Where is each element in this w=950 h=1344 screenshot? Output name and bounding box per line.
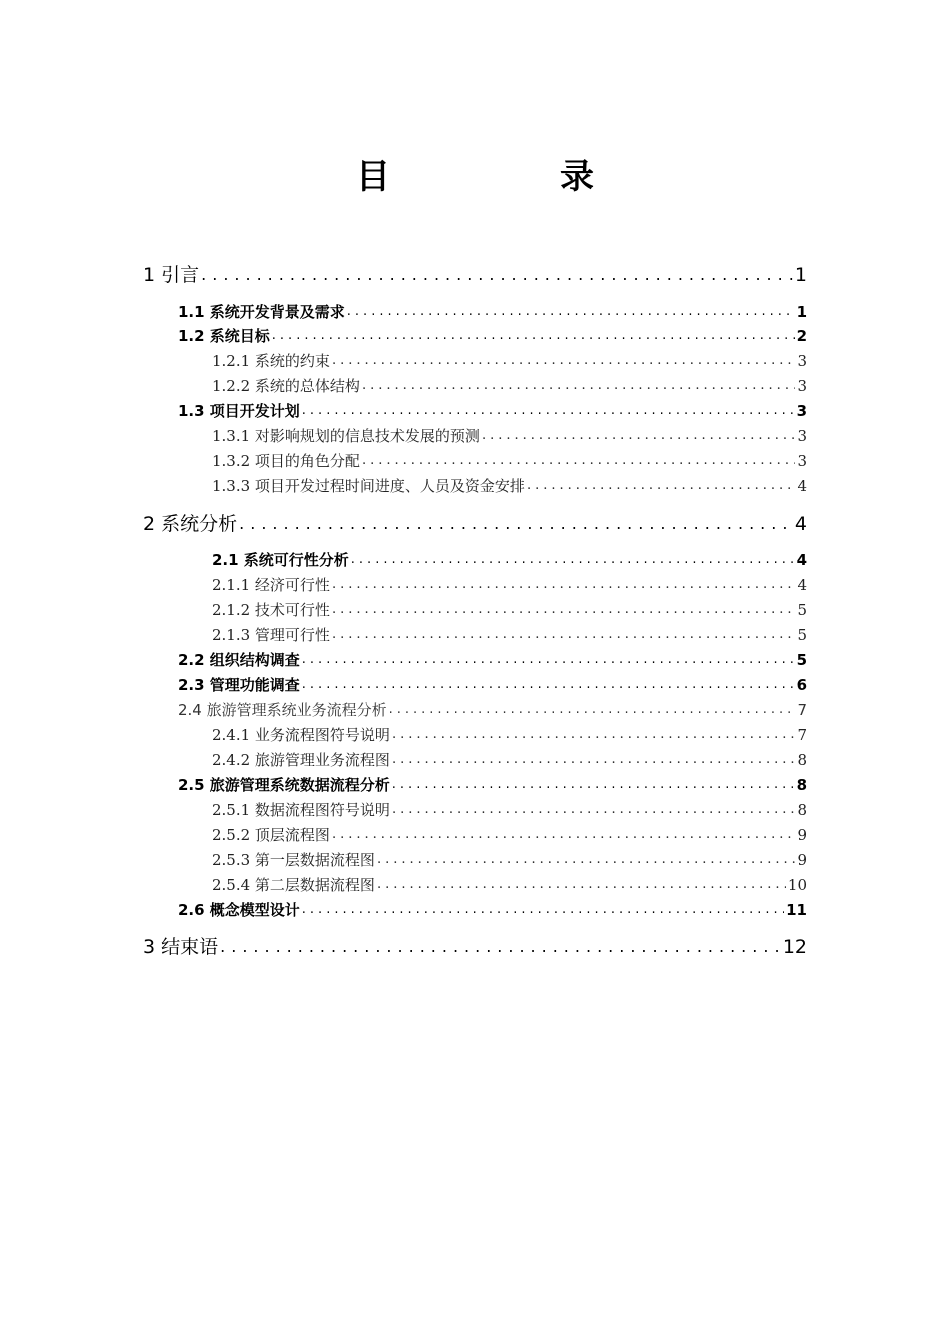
toc-entry-page: 3 <box>797 427 807 445</box>
dot-leader <box>389 699 796 721</box>
toc-entry-page: 4 <box>796 551 807 569</box>
dot-leader <box>302 899 784 921</box>
toc-entry-page: 3 <box>797 377 807 395</box>
toc-entry[interactable] <box>178 301 807 323</box>
toc-entry-label: 2 系统分析 <box>143 513 238 535</box>
toc-entry-label: 2.5.1 数据流程图符号说明 <box>212 801 390 819</box>
toc-entry-label: 1.2.2 系统的总体结构 <box>212 377 360 395</box>
toc-entry[interactable] <box>178 674 807 696</box>
toc-entry-page: 4 <box>797 576 807 594</box>
dot-leader <box>392 799 796 821</box>
toc-entry-label: 1 引言 <box>143 264 200 286</box>
toc-entry-page: 8 <box>797 751 807 769</box>
toc-entry-page: 4 <box>797 477 807 495</box>
toc-entry-label: 2.1.2 技术可行性 <box>212 601 330 619</box>
dot-leader <box>392 724 796 746</box>
toc-entry-page: 5 <box>797 601 807 619</box>
dot-leader <box>220 934 781 960</box>
dot-leader <box>302 400 795 422</box>
toc-entry-label: 2.1 系统可行性分析 <box>212 551 349 569</box>
dot-leader <box>362 450 796 472</box>
dot-leader <box>362 375 796 397</box>
toc-entry[interactable] <box>212 874 807 896</box>
toc-entry-page: 4 <box>794 513 807 535</box>
dot-leader <box>201 262 793 288</box>
toc-entry[interactable] <box>212 599 807 621</box>
dot-leader <box>332 350 796 372</box>
dot-leader <box>351 549 795 571</box>
dot-leader <box>302 649 795 671</box>
toc-entry-page: 9 <box>797 851 807 869</box>
toc-entry-page: 12 <box>782 936 807 958</box>
toc-entry[interactable] <box>212 425 807 447</box>
toc-entry-label: 1.3.1 对影响规划的信息技术发展的预测 <box>212 427 480 445</box>
toc-entry[interactable] <box>143 511 807 537</box>
toc-entry[interactable] <box>178 400 807 422</box>
toc-entry-page: 3 <box>797 352 807 370</box>
dot-leader <box>392 749 796 771</box>
toc-entry[interactable] <box>178 325 807 347</box>
dot-leader <box>272 325 795 347</box>
toc-entry-label: 1.3.3 项目开发过程时间进度、人员及资金安排 <box>212 477 525 495</box>
toc-entry-label: 2.4.2 旅游管理业务流程图 <box>212 751 390 769</box>
dot-leader <box>302 674 795 696</box>
toc-entry[interactable] <box>178 649 807 671</box>
toc-entry[interactable] <box>212 624 807 646</box>
dot-leader <box>239 511 793 537</box>
toc-entry[interactable] <box>212 375 807 397</box>
toc-entry-page: 8 <box>796 776 807 794</box>
toc-entry[interactable] <box>212 799 807 821</box>
toc-entry-label: 2.2 组织结构调查 <box>178 651 300 669</box>
dot-leader <box>482 425 796 447</box>
toc-entry-page: 8 <box>797 801 807 819</box>
toc-entry-label: 1.2.1 系统的约束 <box>212 352 330 370</box>
dot-leader <box>527 475 796 497</box>
toc-entry-page: 3 <box>797 452 807 470</box>
dot-leader <box>332 824 796 846</box>
toc-entry[interactable] <box>178 774 807 796</box>
toc-entry-label: 1.3.2 项目的角色分配 <box>212 452 360 470</box>
toc-entry-label: 2.5.4 第二层数据流程图 <box>212 876 375 894</box>
dot-leader <box>377 874 786 896</box>
toc-entry-label: 2.5 旅游管理系统数据流程分析 <box>178 776 390 794</box>
toc-entry-page: 10 <box>787 876 807 894</box>
toc-entry-label: 1.2 系统目标 <box>178 327 270 345</box>
toc-entry[interactable] <box>143 262 807 288</box>
dot-leader <box>392 774 795 796</box>
toc-entry[interactable] <box>143 934 807 960</box>
toc-title: 目 录 <box>356 157 662 197</box>
toc-entry-page: 9 <box>797 826 807 844</box>
toc-entry[interactable] <box>212 824 807 846</box>
dot-leader <box>347 301 795 323</box>
dot-leader <box>332 599 796 621</box>
dot-leader <box>332 624 796 646</box>
toc-entry-label: 3 结束语 <box>143 936 219 958</box>
toc-entry-page: 1 <box>796 303 807 321</box>
toc-entry-page: 5 <box>797 626 807 644</box>
dot-leader <box>332 574 796 596</box>
dot-leader <box>377 849 796 871</box>
toc-entry[interactable] <box>212 475 807 497</box>
toc-entry-page: 7 <box>797 726 807 744</box>
toc-entry[interactable] <box>178 699 807 721</box>
toc-entry-label: 2.5.2 顶层流程图 <box>212 826 330 844</box>
toc-entry-label: 2.4.1 业务流程图符号说明 <box>212 726 390 744</box>
toc-entry[interactable] <box>178 899 807 921</box>
toc-entry[interactable] <box>212 450 807 472</box>
toc-entry-label: 2.1.1 经济可行性 <box>212 576 330 594</box>
toc-entry-page: 3 <box>796 402 807 420</box>
toc-entry-label: 2.5.3 第一层数据流程图 <box>212 851 375 869</box>
toc-entry-label: 2.4 旅游管理系统业务流程分析 <box>178 701 387 719</box>
toc-entry-label: 2.3 管理功能调查 <box>178 676 300 694</box>
toc-entry-page: 2 <box>796 327 807 345</box>
toc-entry-label: 1.1 系统开发背景及需求 <box>178 303 345 321</box>
toc-entry-label: 2.6 概念模型设计 <box>178 901 300 919</box>
toc-entry-page: 7 <box>797 701 807 719</box>
toc-entry[interactable] <box>212 350 807 372</box>
toc-entry[interactable] <box>212 849 807 871</box>
toc-entry[interactable] <box>212 749 807 771</box>
toc-entry-page: 1 <box>794 264 807 286</box>
toc-entry-label: 1.3 项目开发计划 <box>178 402 300 420</box>
toc-entry-page: 6 <box>796 676 807 694</box>
toc-entry[interactable] <box>212 724 807 746</box>
toc-entry[interactable] <box>212 574 807 596</box>
toc-entry-page: 5 <box>796 651 807 669</box>
toc-entry-page: 11 <box>786 901 807 919</box>
toc-entry[interactable] <box>212 549 807 571</box>
toc-entry-label: 2.1.3 管理可行性 <box>212 626 330 644</box>
